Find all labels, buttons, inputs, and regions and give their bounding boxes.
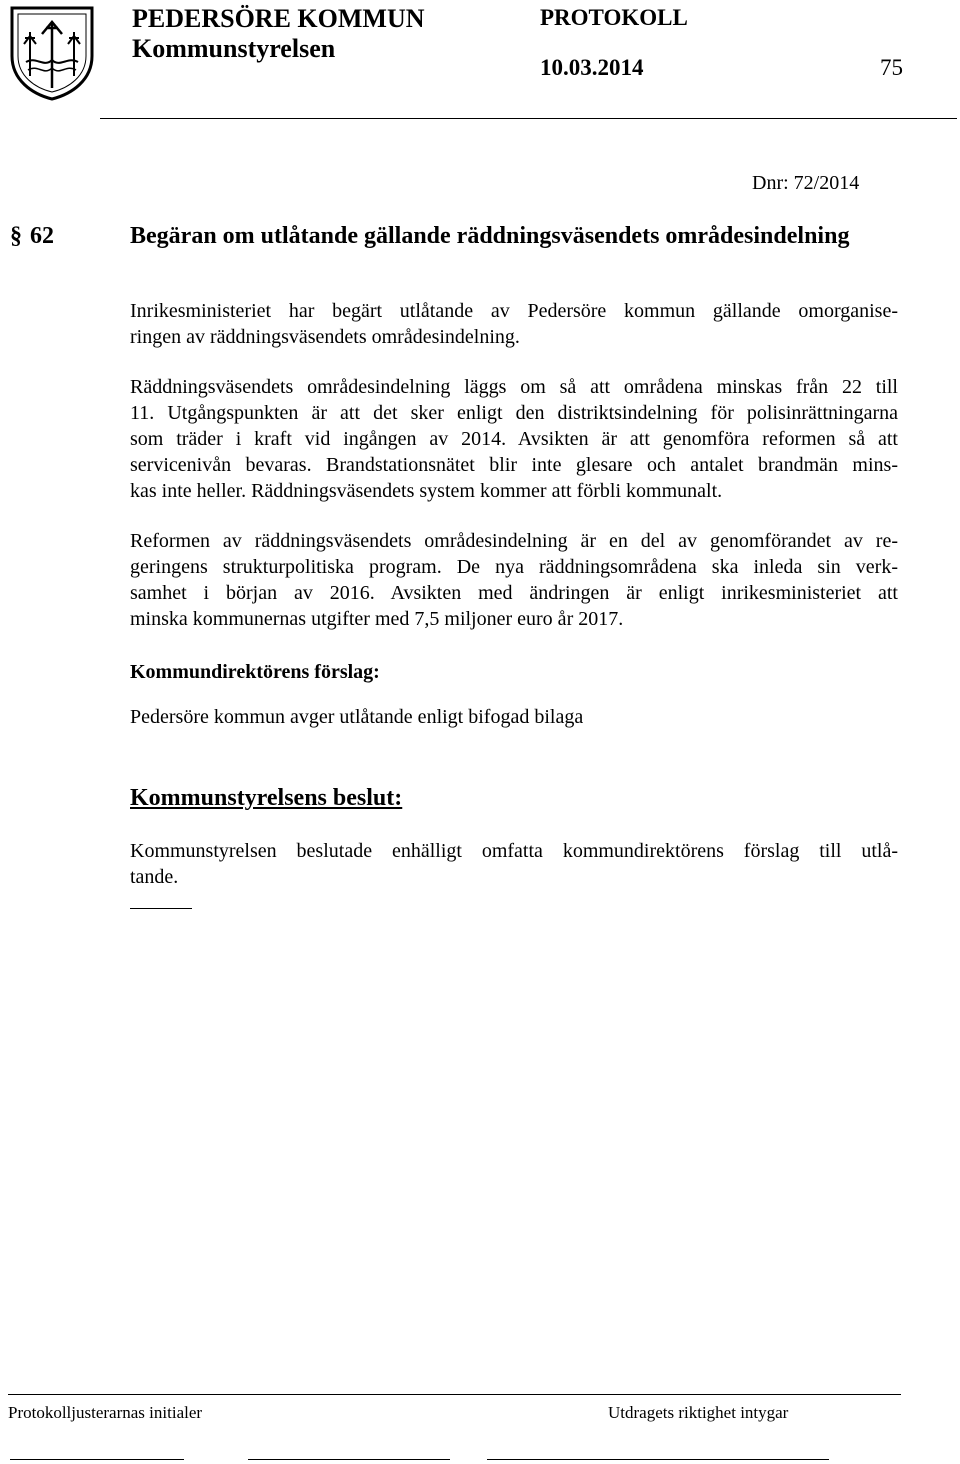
page-number: 75 bbox=[880, 55, 903, 80]
section-end-line bbox=[130, 908, 192, 909]
paragraph-line: ringen av räddningsväsendets områdesindelning. bbox=[130, 326, 520, 348]
diary-number: Dnr: 72/2014 bbox=[752, 172, 860, 194]
header-divider bbox=[100, 118, 957, 119]
document-type: PROTOKOLL bbox=[540, 5, 688, 30]
paragraph-line: minska kommunernas utgifter med 7,5 miljoner euro år 2017. bbox=[130, 608, 624, 630]
paragraph-line: kas inte heller. Räddningsväsendets system kommer att förbli kommunalt. bbox=[130, 480, 723, 502]
paragraph-line: samhet i början av 2016. Avsikten med ändringen är enligt inrikesministeriet att bbox=[130, 582, 898, 604]
decision-text bbox=[130, 838, 898, 890]
paragraph-line: 11. Utgångspunkten är att det sker enligt den distriktsindelning för polisinrättningarna bbox=[130, 402, 898, 424]
paragraph-3 bbox=[130, 528, 898, 632]
signature-line bbox=[10, 1459, 184, 1460]
paragraph-line: Räddningsväsendets områdesindelning läggs om så att områdena minskas från 22 till bbox=[130, 376, 898, 398]
meeting-date: 10.03.2014 bbox=[540, 55, 644, 80]
governing-body: Kommunstyrelsen bbox=[132, 34, 336, 63]
paragraph-line: som träder i kraft vid ingången av 2014. Avsikten är att genomföra reformen så att bbox=[130, 428, 898, 450]
paragraph-line: Kommunstyrelsen beslutade enhälligt omfatta kommundirektörens förslag till utlå- bbox=[130, 840, 898, 862]
footer-extract-label: Utdragets riktighet intygar bbox=[608, 1403, 789, 1422]
signature-line bbox=[248, 1459, 450, 1460]
section-symbol: § bbox=[10, 223, 22, 249]
proposal-text: Pedersöre kommun avger utlåtande enligt bifogad bilaga bbox=[130, 706, 584, 728]
paragraph-line: Inrikesministeriet har begärt utlåtande av Pedersöre kommun gällande omorganise- bbox=[130, 300, 898, 322]
paragraph-line: servicenivån bevaras. Brandstationsnätet blir inte glesare och antalet brandmän mins- bbox=[130, 454, 898, 476]
paragraph-line: Reformen av räddningsväsendets områdesindelning är en del av genomförandet av re- bbox=[130, 530, 898, 552]
footer-divider bbox=[8, 1394, 901, 1395]
section-title: Begäran om utlåtande gällande räddningsväsendets områdesindelning bbox=[130, 223, 850, 249]
footer-initials-label: Protokolljusterarnas initialer bbox=[8, 1403, 203, 1422]
signature-line bbox=[487, 1459, 829, 1460]
municipality-name: PEDERSÖRE KOMMUN bbox=[132, 4, 425, 33]
municipal-crest-logo bbox=[6, 4, 98, 102]
paragraph-1 bbox=[130, 298, 898, 350]
paragraph-2 bbox=[130, 374, 898, 504]
paragraph-line: tande. bbox=[130, 866, 179, 888]
section-number: 62 bbox=[30, 223, 54, 249]
paragraph-line: geringens strukturpolitiska program. De nya räddningsområdena ska inleda sin verk- bbox=[130, 556, 898, 578]
proposal-heading: Kommundirektörens förslag: bbox=[130, 661, 380, 683]
decision-heading: Kommunstyrelsens beslut: bbox=[130, 785, 403, 811]
